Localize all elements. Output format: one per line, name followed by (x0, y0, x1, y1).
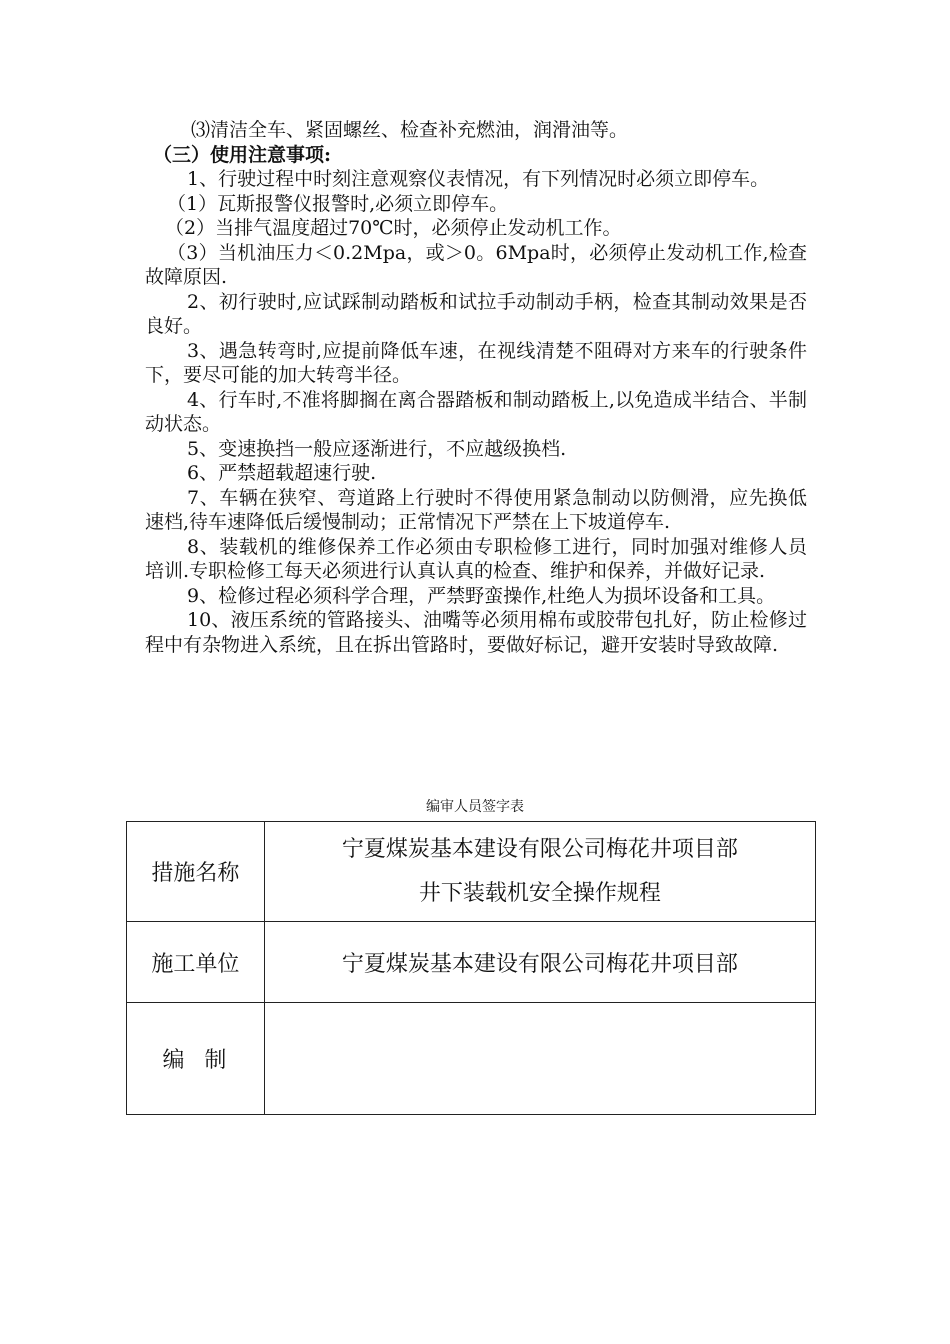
compiled-by-signature-field (264, 1003, 815, 1115)
table-row-construction-unit (127, 922, 816, 1003)
paragraph-note-1-sub-2: （2）当排气温度超过70℃时，必须停止发动机工作。 (165, 217, 622, 239)
table-caption: 编审人员签字表 (426, 799, 524, 815)
paragraph-note-3: 3、遇急转弯时,应提前降低车速，在视线清楚不阻碍对方来车的行驶条件下，要尽可能的加大转弯半径。 (145, 339, 807, 386)
section-heading-usage-notes: （三）使用注意事项: (153, 143, 332, 166)
paragraph-note-4: 4、行车时,不准将脚搁在离合器踏板和制动踏板上,以免造成半结合、半制动状态。 (145, 388, 807, 435)
compiled-by-label-text: 编 制 (162, 1048, 229, 1073)
signature-table (126, 821, 816, 1115)
construction-unit-value: 宁夏煤炭基本建设有限公司梅花井项目部 (264, 922, 815, 1003)
compiled-by-label (127, 1003, 265, 1115)
paragraph-note-1: 1、行驶过程中时刻注意观察仪表情况，有下列情况时必须立即停车。 (187, 168, 770, 190)
measure-name-title: 井下装载机安全操作规程 (418, 880, 661, 906)
table-row-measure-name (127, 822, 816, 922)
measure-name-company: 宁夏煤炭基本建设有限公司梅花井项目部 (341, 836, 738, 862)
table-row-compiled-by (127, 1003, 816, 1115)
paragraph-note-1-sub-1: （1）瓦斯报警仪报警时,必须立即停车。 (167, 192, 509, 215)
paragraph-note-2: 2、初行驶时,应试踩制动踏板和试拉手动制动手柄，检查其制动效果是否良好。 (145, 290, 807, 337)
measure-name-value (264, 822, 815, 922)
paragraph-note-9: 9、检修过程必须科学合理，严禁野蛮操作,杜绝人为损坏设备和工具。 (187, 584, 776, 607)
measure-name-label: 措施名称 (127, 822, 265, 922)
paragraph-maintenance-item-3: ⑶清洁全车、紧固螺丝、检查补充燃油，润滑油等。 (191, 119, 629, 141)
paragraph-note-1-sub-3: （3）当机油压力＜0.2Mpa，或＞0。6Mpa时，必须停止发动机工作,检查故障原因. (145, 241, 807, 288)
paragraph-note-7: 7、车辆在狭窄、弯道路上行驶时不得使用紧急制动以防侧滑，应先换低速档,待车速降低后缓慢制动；正常情况下严禁在上下坡道停车. (145, 486, 807, 533)
document-body (145, 118, 807, 657)
paragraph-note-8: 8、装载机的维修保养工作必须由专职检修工进行，同时加强对维修人员培训.专职检修工每天必须进行认真认真的检查、维护和保养，并做好记录. (145, 535, 807, 582)
paragraph-note-5: 5、变速换挡一般应逐渐进行，不应越级换档. (187, 437, 567, 460)
construction-unit-label: 施工单位 (127, 922, 265, 1003)
paragraph-note-6: 6、严禁超载超速行驶. (187, 462, 377, 484)
paragraph-note-10: 10、液压系统的管路接头、油嘴等必须用棉布或胶带包扎好，防止检修过程中有杂物进入系统，且在拆出管路时，要做好标记，避开安装时导致故障. (145, 609, 807, 656)
